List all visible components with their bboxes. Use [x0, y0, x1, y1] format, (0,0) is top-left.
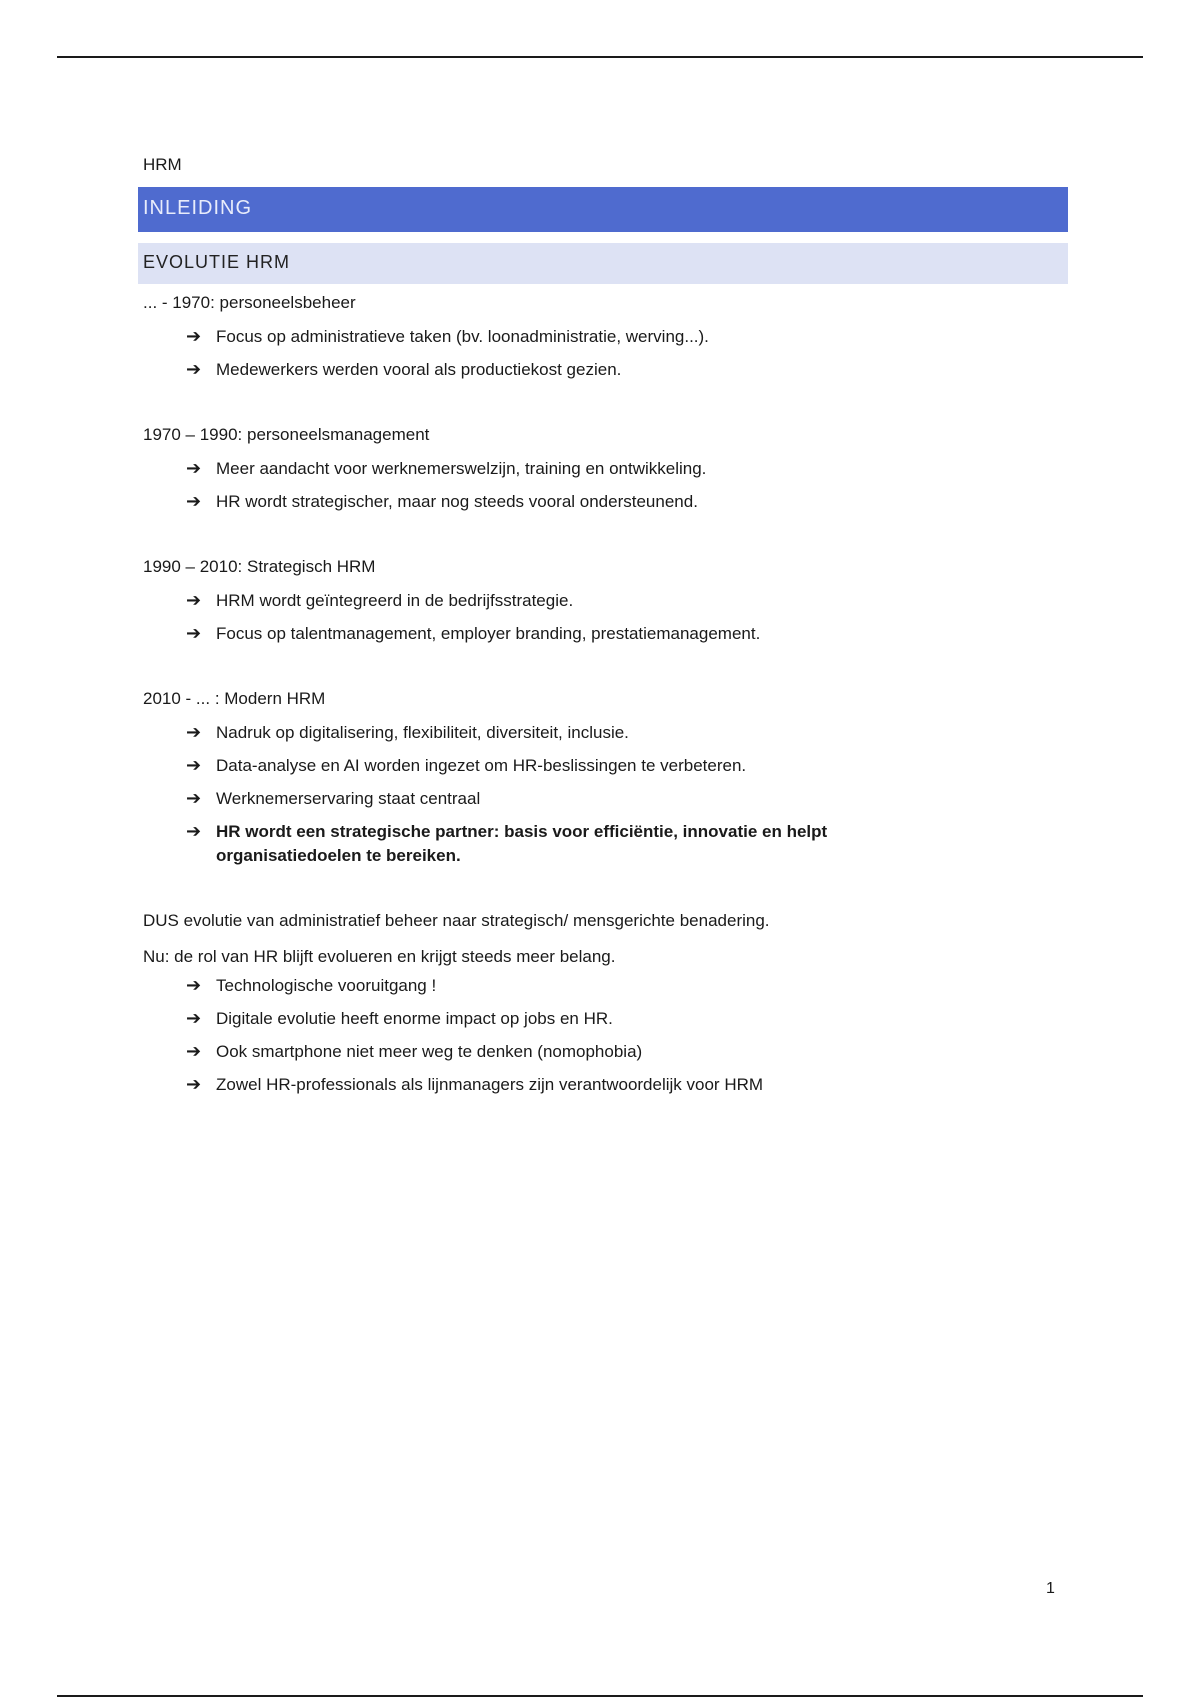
- list-item-text: Werknemerservaring staat centraal: [216, 789, 481, 808]
- arrow-right-icon: ➔: [186, 1008, 202, 1029]
- list-item: [186, 358, 1068, 382]
- arrow-right-icon: ➔: [186, 359, 202, 380]
- list-item: [186, 1040, 1068, 1064]
- section-heading: 2010 - ... : Modern HRM: [143, 689, 326, 708]
- arrow-right-icon: ➔: [186, 788, 202, 809]
- section-heading: ... - 1970: personeelsbeheer: [143, 293, 356, 312]
- list-item-text: Meer aandacht voor werknemerswelzijn, training en ontwikkeling.: [216, 459, 707, 478]
- section-heading: 1990 – 2010: Strategisch HRM: [143, 557, 376, 576]
- list-item-text: HR wordt strategischer, maar nog steeds vooral ondersteunend.: [216, 492, 698, 511]
- arrow-right-icon: ➔: [186, 722, 202, 743]
- list-item-text: Digitale evolutie heeft enorme impact op jobs en HR.: [216, 1009, 613, 1028]
- arrow-right-icon: ➔: [186, 458, 202, 479]
- list-item-text: HR wordt een strategische partner: basis voor efficiëntie, innovatie en helpt organisatiedoelen te bereiken.: [216, 822, 828, 865]
- list-item-text: Data-analyse en AI worden ingezet om HR-beslissingen te verbeteren.: [216, 756, 747, 775]
- page-number: 1: [1046, 1580, 1055, 1597]
- section-personeelsbeheer: [143, 290, 1068, 382]
- list-item-text: HRM wordt geïntegreerd in de bedrijfsstrategie.: [216, 591, 574, 610]
- arrow-right-icon: ➔: [186, 755, 202, 776]
- bullet-list: [143, 325, 1068, 382]
- list-item-text: Nadruk op digitalisering, flexibiliteit, diversiteit, inclusie.: [216, 723, 629, 742]
- arrow-right-icon: ➔: [186, 326, 202, 347]
- heading-evolutie-hrm: EVOLUTIE HRM: [138, 243, 1068, 284]
- arrow-right-icon: ➔: [186, 491, 202, 512]
- document-title: HRM: [143, 155, 182, 174]
- list-item-text: Medewerkers werden vooral als productiekost gezien.: [216, 360, 622, 379]
- list-item: [186, 787, 1068, 811]
- list-item-text: Focus op administratieve taken (bv. loonadministratie, werving...).: [216, 327, 709, 346]
- bullet-list: [143, 589, 1068, 646]
- list-item: [186, 457, 1068, 481]
- heading-inleiding: INLEIDING: [138, 187, 1068, 232]
- list-item-highlight: [186, 820, 916, 868]
- arrow-right-icon: ➔: [186, 590, 202, 611]
- list-item: [186, 754, 1068, 778]
- list-item-text: Ook smartphone niet meer weg te denken (nomophobia): [216, 1042, 643, 1061]
- list-item: [186, 974, 1068, 998]
- section-strategisch-hrm: [143, 554, 1068, 646]
- list-item: [186, 721, 1068, 745]
- section-modern-hrm: [143, 686, 1068, 868]
- now-text: Nu: de rol van HR blijft evolueren en krijgt steeds meer belang.: [143, 947, 616, 966]
- arrow-right-icon: ➔: [186, 1074, 202, 1095]
- list-item: [186, 490, 1068, 514]
- conclusion-text: DUS evolutie van administratief beheer naar strategisch/ mensgerichte benadering.: [143, 911, 770, 930]
- bottom-rule: [57, 1695, 1143, 1697]
- list-item: [186, 589, 1068, 613]
- document-page: [138, 150, 1068, 1097]
- list-item-text: Zowel HR-professionals als lijnmanagers zijn verantwoordelijk voor HRM: [216, 1075, 764, 1094]
- list-item: [186, 1007, 1068, 1031]
- list-item: [186, 622, 1068, 646]
- bullet-list: [143, 974, 1068, 1097]
- section-now: [143, 974, 1068, 1097]
- bullet-list: [143, 457, 1068, 514]
- bullet-list: [143, 721, 1068, 868]
- arrow-right-icon: ➔: [186, 975, 202, 996]
- top-rule: [57, 56, 1143, 58]
- arrow-right-icon: ➔: [186, 623, 202, 644]
- arrow-right-icon: ➔: [186, 1041, 202, 1062]
- list-item: [186, 1073, 1068, 1097]
- section-personeelsmanagement: [143, 422, 1068, 514]
- list-item-text: Focus op talentmanagement, employer branding, prestatiemanagement.: [216, 624, 761, 643]
- list-item-text: Technologische vooruitgang !: [216, 976, 437, 995]
- list-item: [186, 325, 1068, 349]
- arrow-right-icon: ➔: [186, 821, 202, 842]
- section-heading: 1970 – 1990: personeelsmanagement: [143, 425, 430, 444]
